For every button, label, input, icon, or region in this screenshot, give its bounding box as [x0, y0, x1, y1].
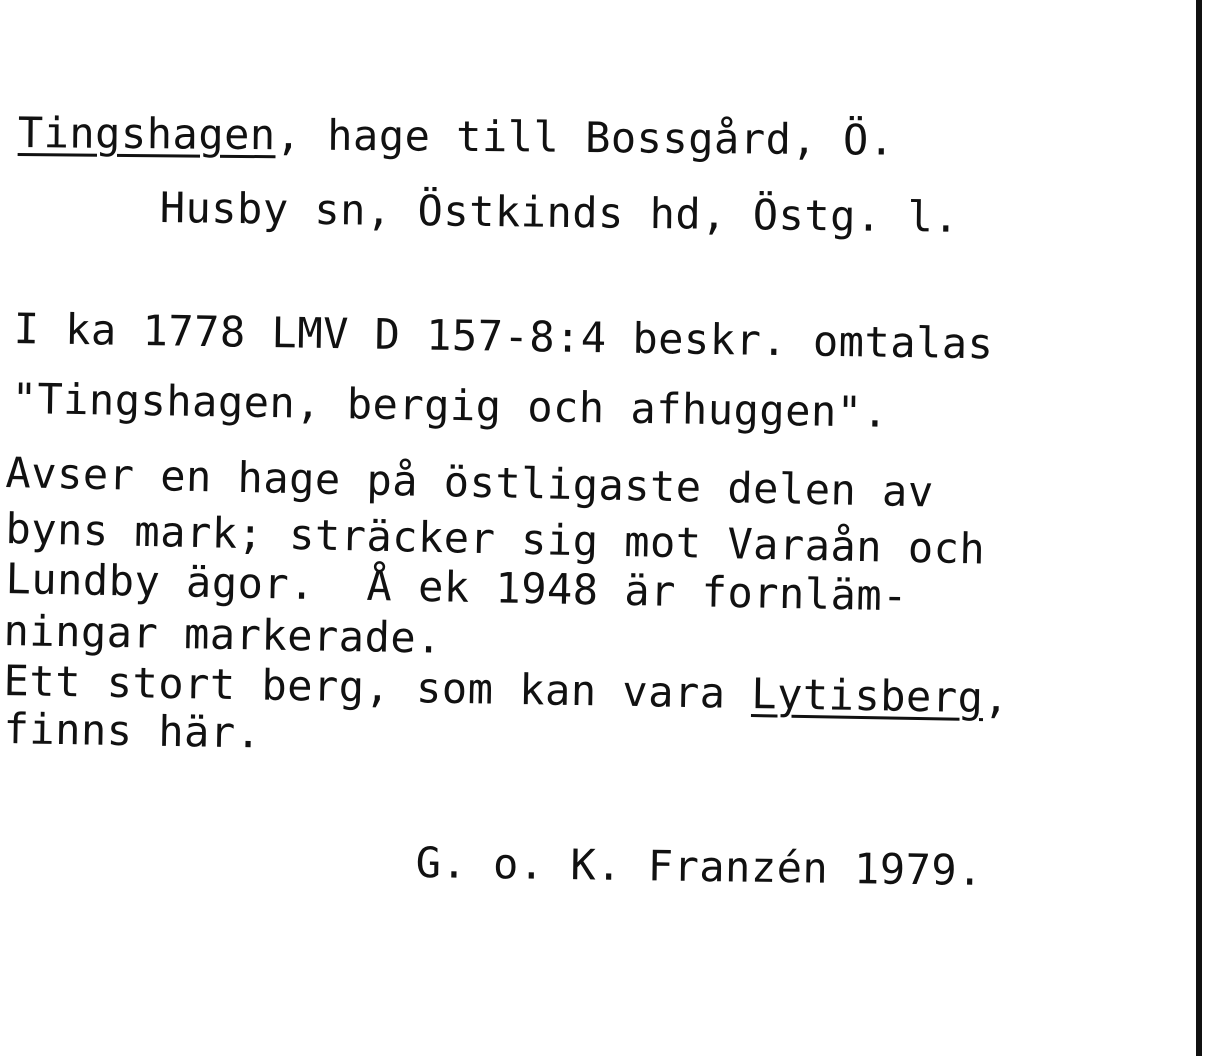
body-line-3: Avser en hage på östligaste delen av	[5, 448, 935, 517]
heading-line-2: Husby sn, Östkinds hd, Östg. l.	[159, 183, 960, 242]
card-edge-rule	[1196, 0, 1202, 1056]
place-name: Tingshagen	[17, 108, 276, 160]
body-line-4: byns mark; sträcker sig mot Varaån och	[5, 504, 986, 574]
heading-line-1	[17, 108, 895, 165]
body-line-7-end: ,	[982, 673, 1010, 723]
body-line-1: I ka 1778 LMV D 157-8:4 beskr. omtalas	[13, 304, 994, 369]
body-line-8: finns här.	[3, 704, 262, 758]
heading-line-1-rest: , hage till Bossgård, Ö.	[275, 110, 895, 165]
body-line-2: "Tingshagen, bergig och afhuggen".	[11, 374, 889, 437]
underlined-place-name: Lytisberg	[750, 669, 984, 723]
body-line-5: Lundby ägor. Å ek 1948 är fornläm-	[5, 554, 909, 621]
signature: G. o. K. Franzén 1979.	[415, 838, 984, 895]
body-line-6: ningar markerade.	[3, 606, 443, 663]
body-line-7-start: Ett stort berg, som kan vara	[3, 656, 752, 719]
